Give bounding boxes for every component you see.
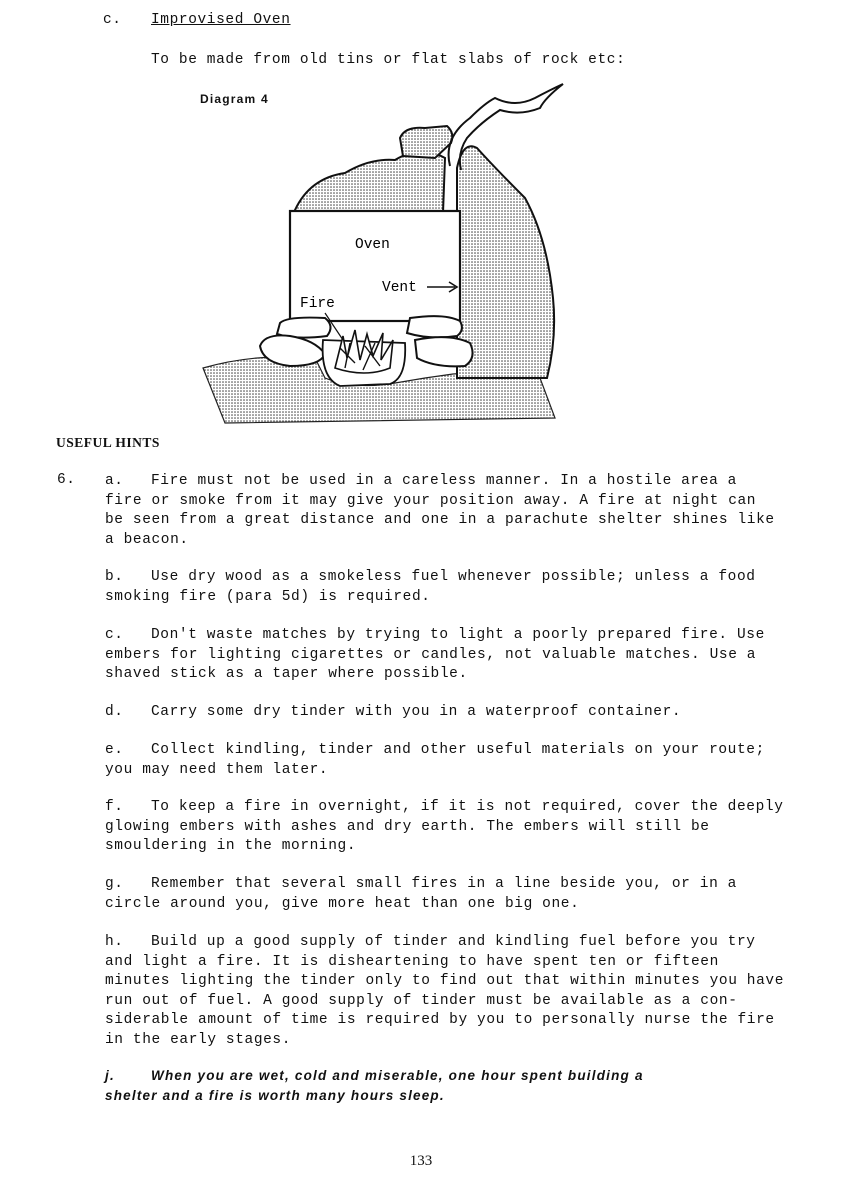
hint-text: Carry some dry tinder with you in a waterproof container.	[151, 704, 682, 720]
hint-letter: j.	[105, 1068, 115, 1083]
useful-hints-heading: USEFUL HINTS	[56, 435, 160, 450]
page-number: 133	[409, 1153, 433, 1169]
fire-label: Fire	[300, 296, 335, 312]
hint-text: When you are wet, cold and miserable, one hour spent building a shelter and a fire is worth many hours sleep.	[105, 1068, 644, 1103]
hint-letter: d.	[105, 704, 124, 720]
paragraph-number: 6.	[57, 472, 76, 488]
hint-letter: e.	[105, 742, 124, 758]
vent-label: Vent	[382, 280, 417, 296]
hint-letter: b.	[105, 569, 124, 585]
hint-letter: h.	[105, 934, 124, 950]
rock-wall	[457, 146, 554, 378]
hint-letter: a.	[105, 473, 124, 489]
oven-label: Oven	[355, 237, 390, 253]
hint-text: Build up a good supply of tinder and kindling fuel before you try and light a fire. It is disheartening to have spent ten or fifteen minutes lighting the tinder only to find out that within minutes you have run out of fuel. A good supply of tinder must be available as a con- siderable amount of time is required by you to personally nurse the fire in the early stages.	[105, 934, 785, 1048]
stone-right	[407, 316, 462, 337]
rock-mound	[295, 152, 445, 213]
hint-c	[105, 626, 817, 685]
intro-text: To be made from old tins or flat slabs of rock etc:	[151, 52, 626, 68]
hint-text: Fire must not be used in a careless manner. In a hostile area a fire or smoke from it may give your position away. A fire at night can be seen from a great distance and one in a parachute shelter shines like a beacon.	[105, 473, 775, 548]
top-rock	[400, 126, 452, 158]
hint-letter: g.	[105, 876, 124, 892]
hint-f	[105, 798, 817, 857]
oven-diagram	[195, 78, 615, 428]
hint-letter: c.	[105, 627, 124, 643]
hint-text: To keep a fire in overnight, if it is not required, cover the deeply glowing embers with ashes and dry earth. The embers will still be smouldering in the morning.	[105, 799, 784, 854]
hint-letter: f.	[105, 799, 124, 815]
hint-h	[105, 933, 817, 1050]
hint-j	[105, 1066, 817, 1105]
section-letter: c.	[103, 12, 122, 28]
hint-e	[105, 741, 817, 780]
hint-text: Collect kindling, tinder and other useful materials on your route; you may need them later.	[105, 742, 765, 778]
hint-text: Remember that several small fires in a line beside you, or in a circle around you, give more heat than one big one.	[105, 876, 737, 912]
hint-text: Use dry wood as a smokeless fuel whenever possible; unless a food smoking fire (para 5d) is required.	[105, 569, 756, 605]
hint-b	[105, 568, 817, 607]
hint-d	[105, 703, 817, 723]
hint-g	[105, 875, 817, 914]
section-title: Improvised Oven	[151, 12, 291, 28]
hint-a	[105, 472, 817, 550]
diagram-label: Diagram 4	[200, 92, 269, 106]
stone-right-low	[415, 337, 473, 366]
hint-text: Don't waste matches by trying to light a poorly prepared fire. Use embers for lighting cigarettes or candles, not valuable matches. Use a shaved stick as a taper where possible.	[105, 627, 765, 682]
